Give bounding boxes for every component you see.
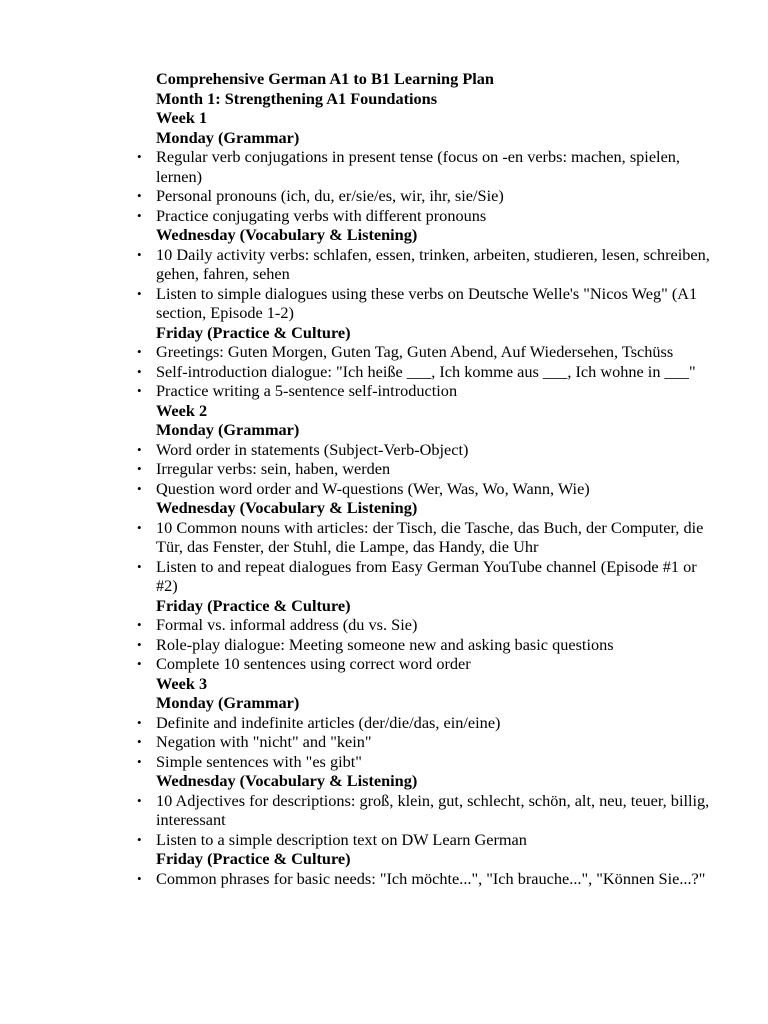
activity-list (137, 517, 716, 596)
bullet-icon: • (137, 617, 142, 632)
day-heading: Monday (Grammar) (156, 127, 300, 147)
list-item (137, 342, 716, 362)
list-item (137, 868, 716, 889)
activity-list (137, 790, 716, 850)
day-heading: Monday (Grammar) (156, 420, 300, 439)
list-item (137, 381, 716, 401)
list-item (137, 712, 716, 733)
activity-list (137, 244, 716, 323)
list-item-text: 10 Daily activity verbs: schlafen, essen, trinken, arbeiten, studieren, lesen, schreiben, gehen, fahren, sehen (156, 244, 710, 283)
list-item-text: Formal vs. informal address (du vs. Sie) (156, 615, 418, 634)
list-item (137, 478, 716, 499)
list-item (137, 732, 716, 752)
bullet-icon: • (137, 383, 142, 398)
list-item-text: Practice writing a 5-sentence self-introduction (156, 381, 458, 400)
list-item-text: 10 Common nouns with articles: der Tisch, die Tasche, das Buch, der Computer, die Tür, das Fenster, der Stuhl, die Lampe, das Handy, die Uhr (156, 517, 704, 556)
day-heading: Wednesday (Vocabulary & Listening) (156, 225, 418, 244)
list-item-text: Regular verb conjugations in present tense (focus on -en verbs: machen, spielen, lernen) (156, 147, 681, 186)
bullet-icon: • (137, 734, 142, 749)
list-item (137, 615, 716, 635)
day-heading: Friday (Practice & Culture) (156, 322, 351, 342)
list-item-text: Definite and indefinite articles (der/die/das, ein/eine) (156, 712, 501, 732)
list-item (137, 556, 716, 596)
list-item (137, 244, 716, 284)
list-item-text: Role-play dialogue: Meeting someone new and asking basic questions (156, 634, 614, 654)
list-item (137, 186, 716, 206)
list-item-text: 10 Adjectives for descriptions: groß, klein, gut, schlecht, schön, alt, neu, teuer, billig, interessant (156, 790, 710, 829)
list-item-text: Complete 10 sentences using correct word order (156, 654, 471, 673)
activity-list (137, 615, 716, 674)
bullet-icon: • (137, 344, 142, 359)
bullet-icon: • (137, 519, 142, 535)
day-heading: Friday (Practice & Culture) (156, 849, 351, 868)
list-item-text: Personal pronouns (ich, du, er/sie/es, wir, ihr, sie/Sie) (156, 186, 504, 205)
list-item (137, 205, 716, 226)
bullet-icon: • (137, 792, 142, 808)
bullet-icon: • (137, 480, 142, 496)
list-item-text: Practice conjugating verbs with different pronouns (156, 205, 487, 225)
activity-list (137, 868, 716, 889)
list-item-text: Listen to a simple description text on DW Learn German (156, 829, 527, 849)
bullet-icon: • (137, 363, 142, 379)
list-item (137, 829, 716, 850)
document-body (137, 69, 716, 888)
list-item-text: Greetings: Guten Morgen, Guten Tag, Guten Abend, Auf Wiedersehen, Tschüss (156, 342, 674, 361)
bullet-icon: • (137, 558, 142, 574)
document-title: Comprehensive German A1 to B1 Learning Plan (156, 69, 494, 88)
bullet-icon: • (137, 188, 142, 203)
list-item (137, 790, 716, 830)
list-item (137, 751, 716, 772)
week-heading: Week 3 (156, 673, 208, 693)
activity-list (137, 147, 716, 225)
month-heading: Month 1: Strengthening A1 Foundations (156, 88, 438, 108)
day-heading: Monday (Grammar) (156, 693, 300, 712)
bullet-icon: • (137, 441, 142, 457)
bullet-icon: • (137, 246, 142, 262)
day-heading: Friday (Practice & Culture) (156, 595, 351, 615)
list-item (137, 654, 716, 674)
list-item-text: Self-introduction dialogue: "Ich heiße ___, Ich komme aus ___, Ich wohne in ___" (156, 361, 696, 381)
list-item (137, 439, 716, 460)
list-item (137, 361, 716, 382)
bullet-icon: • (137, 656, 142, 671)
bullet-icon: • (137, 207, 142, 223)
bullet-icon: • (137, 831, 142, 847)
list-item-text: Irregular verbs: sein, haben, werden (156, 459, 391, 478)
list-item (137, 634, 716, 655)
list-item (137, 517, 716, 557)
activity-list (137, 712, 716, 772)
bullet-icon: • (137, 461, 142, 476)
list-item (137, 459, 716, 479)
day-heading: Wednesday (Vocabulary & Listening) (156, 771, 418, 790)
activity-list (137, 342, 716, 401)
day-heading: Wednesday (Vocabulary & Listening) (156, 498, 418, 517)
list-item (137, 283, 716, 323)
list-item-text: Listen to simple dialogues using these verbs on Deutsche Welle's "Nicos Weg" (A1 section, Episode 1-2) (156, 283, 698, 322)
bullet-icon: • (137, 149, 142, 164)
bullet-icon: • (137, 714, 142, 730)
list-item-text: Common phrases for basic needs: "Ich möchte...", "Ich brauche...", "Können Sie...?" (156, 868, 706, 888)
list-item-text: Word order in statements (Subject-Verb-Object) (156, 439, 469, 459)
list-item-text: Simple sentences with "es gibt" (156, 751, 362, 771)
list-item-text: Question word order and W-questions (Wer, Was, Wo, Wann, Wie) (156, 478, 590, 498)
list-item-text: Listen to and repeat dialogues from Easy German YouTube channel (Episode #1 or #2) (156, 556, 697, 595)
activity-list (137, 439, 716, 499)
bullet-icon: • (137, 870, 142, 886)
bullet-icon: • (137, 636, 142, 652)
week-heading: Week 1 (156, 108, 208, 127)
list-item-text: Negation with "nicht" and "kein" (156, 732, 372, 751)
weeks-container (137, 108, 716, 888)
bullet-icon: • (137, 753, 142, 769)
bullet-icon: • (137, 285, 142, 301)
week-heading: Week 2 (156, 400, 208, 420)
list-item (137, 147, 716, 186)
